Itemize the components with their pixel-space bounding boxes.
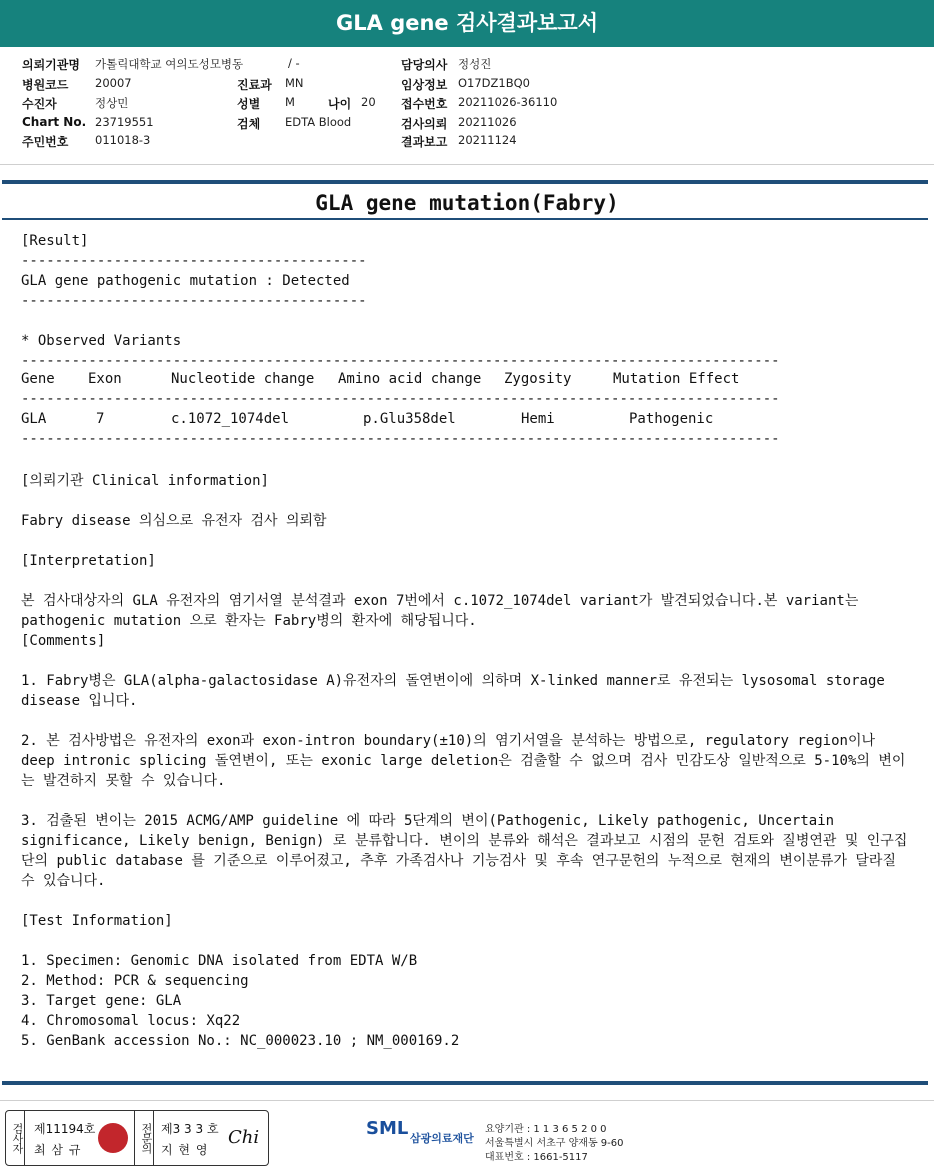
test-info-header: [Test Information] xyxy=(21,913,173,929)
dash-line: ------------------------------------------------------------------------------------------ xyxy=(21,353,780,369)
column-header: Gene xyxy=(21,371,55,387)
ward-value: / - xyxy=(288,56,300,70)
interpretation-header: [Interpretation] xyxy=(21,553,156,569)
divider xyxy=(2,1081,928,1085)
interpretation-text: 본 검사대상자의 GLA 유전자의 염기서열 분석결과 exon 7번에서 c.1072_1074del variant가 발견되었습니다.본 variant는 pathogenic mutation 으로 환자는 Fabry병의 환자에 해당됩니다. xyxy=(21,593,859,629)
hospital-code-label: 병원코드 xyxy=(22,78,69,92)
official-seal-icon xyxy=(98,1123,128,1153)
hospital-code-value: 20007 xyxy=(95,76,132,90)
age-value: 20 xyxy=(361,95,376,109)
sex-value: M xyxy=(285,95,295,109)
info-row-2 xyxy=(0,76,934,94)
receipt-label: 접수번호 xyxy=(401,97,448,111)
sex-label: 성별 xyxy=(237,97,261,111)
column-header: Amino acid change xyxy=(338,371,482,387)
variant-exon: 7 xyxy=(96,411,105,427)
info-row-5 xyxy=(0,133,934,151)
info-row-4 xyxy=(0,115,934,133)
result-line: GLA gene pathogenic mutation : Detected xyxy=(21,273,350,289)
chart-value: 23719551 xyxy=(95,115,154,129)
dash-line: ------------------------------------------------------------------------------------------ xyxy=(21,431,780,447)
dash-line: ----------------------------------------- xyxy=(21,293,367,309)
sml-logo: SML xyxy=(366,1118,409,1139)
collector-value: 정상민 xyxy=(95,96,129,110)
column-header: Exon xyxy=(88,371,122,387)
list-item: 5. GenBank accession No.: NC_000023.10 ; NM_000169.2 xyxy=(21,1033,460,1049)
specimen-label: 검체 xyxy=(237,117,261,131)
divider xyxy=(0,164,934,165)
dept-value: MN xyxy=(285,76,304,90)
doctor-label: 담당의사 xyxy=(401,58,448,72)
list-item: 3. Target gene: GLA xyxy=(21,993,182,1009)
clinical-label: 임상정보 xyxy=(401,78,448,92)
column-header: Mutation Effect xyxy=(613,371,740,387)
resident-value: 011018-3 xyxy=(95,133,151,147)
signature: Chi xyxy=(228,1127,260,1148)
footer xyxy=(0,1108,934,1168)
column-header: Nucleotide change xyxy=(171,371,315,387)
variant-nucleotide: c.1072_1074del xyxy=(171,411,290,427)
info-row-3 xyxy=(0,95,934,113)
divider xyxy=(2,180,928,184)
info-row-1 xyxy=(0,56,934,74)
doctor-value: 정성진 xyxy=(458,57,492,71)
section-title: GLA gene mutation(Fabry) xyxy=(315,191,619,215)
divider xyxy=(2,218,928,220)
column-header: Zygosity xyxy=(504,371,572,387)
collector-label: 수진자 xyxy=(22,97,57,111)
report-title-bar xyxy=(0,0,934,47)
variant-gene: GLA xyxy=(21,411,47,427)
result-header: [Result] xyxy=(21,233,89,249)
resident-label: 주민번호 xyxy=(22,135,69,149)
comments-header: [Comments] xyxy=(21,633,106,649)
specialist-label: 전문의 xyxy=(134,1111,154,1165)
signature-box xyxy=(5,1110,269,1166)
report-title: GLA gene 검사결과보고서 xyxy=(336,11,598,35)
variant-amino-acid: p.Glu358del xyxy=(363,411,456,427)
dept-label: 진료과 xyxy=(237,78,272,92)
list-item: 2. Method: PCR & sequencing xyxy=(21,973,249,989)
institution-value: 가톨릭대학교 여의도성모병동 xyxy=(95,57,244,71)
divider xyxy=(0,1100,934,1101)
report-date-value: 20211124 xyxy=(458,133,517,147)
clinical-value: O17DZ1BQ0 xyxy=(458,76,530,90)
facility-code: 요양기관 : 1 1 3 6 5 2 0 0 xyxy=(485,1124,607,1135)
address: 서울특별시 서초구 양재동 9-60 xyxy=(485,1138,624,1149)
list-item: 4. Chromosomal locus: Xq22 xyxy=(21,1013,241,1029)
org-name: 삼광의료재단 xyxy=(410,1132,474,1145)
observed-header: * Observed Variants xyxy=(21,333,182,349)
dash-line: ------------------------------------------------------------------------------------------ xyxy=(21,391,780,407)
comment-2: 2. 본 검사방법은 유전자의 exon과 exon-intron boundary(±10)의 염기서열을 분석하는 방법으로, regulatory region이나 deep intronic splicing 돌연변이, 또는 exonic large deletion은 검출할 수 없으며 검사 민감도상 일반적으로 5-10%의 변이는 발견하지 못할 수 있습니다. xyxy=(21,733,906,789)
patient-info xyxy=(0,56,934,156)
examiner-name: 최 삼 규 xyxy=(34,1143,82,1157)
report-date-label: 결과보고 xyxy=(401,135,448,149)
specimen-value: EDTA Blood xyxy=(285,115,352,129)
list-item: 1. Specimen: Genomic DNA isolated from EDTA W/B xyxy=(21,953,418,969)
chart-label: Chart No. xyxy=(22,115,87,129)
request-value: 20211026 xyxy=(458,115,517,129)
variant-effect: Pathogenic xyxy=(629,411,714,427)
comment-1: 1. Fabry병은 GLA(alpha-galactosidase A)유전자의 돌연변이에 의하며 X-linked manner로 유전되는 lysosomal storage disease 입니다. xyxy=(21,673,885,709)
phone: 대표번호 : 1661-5117 xyxy=(485,1152,588,1163)
comment-3: 3. 검출된 변이는 2015 ACMG/AMP guideline 에 따라 5단계의 변이(Pathogenic, Likely pathogenic, Uncertain significance, Likely benign, Benign) 로 분류합니다. 변이의 분류와 해석은 결과보고 시점의 문헌 검토와 질병연관 및 인구집단의 public database 를 기준으로 이루어졌고, 추후 가족검사나 기능검사 및 후속 연구문헌의 누적으로 현재의 변이분류가 달라질 수 있습니다. xyxy=(21,813,908,889)
institution-label: 의뢰기관명 xyxy=(22,58,80,72)
examiner-label: 검사자 xyxy=(6,1111,25,1165)
request-label: 검사의뢰 xyxy=(401,117,448,131)
variant-zygosity: Hemi xyxy=(521,411,555,427)
receipt-value: 20211026-36110 xyxy=(458,95,558,109)
dash-line: ----------------------------------------- xyxy=(21,253,367,269)
clinical-header: [의뢰기관 Clinical information] xyxy=(21,473,269,489)
age-label: 나이 xyxy=(328,97,352,111)
clinical-text: Fabry disease 의심으로 유전자 검사 의뢰함 xyxy=(21,513,327,529)
specialist-id: 제3 3 3 호 xyxy=(161,1122,219,1136)
examiner-id: 제11194호 xyxy=(34,1122,96,1136)
specialist-name: 지 현 영 xyxy=(161,1143,209,1157)
